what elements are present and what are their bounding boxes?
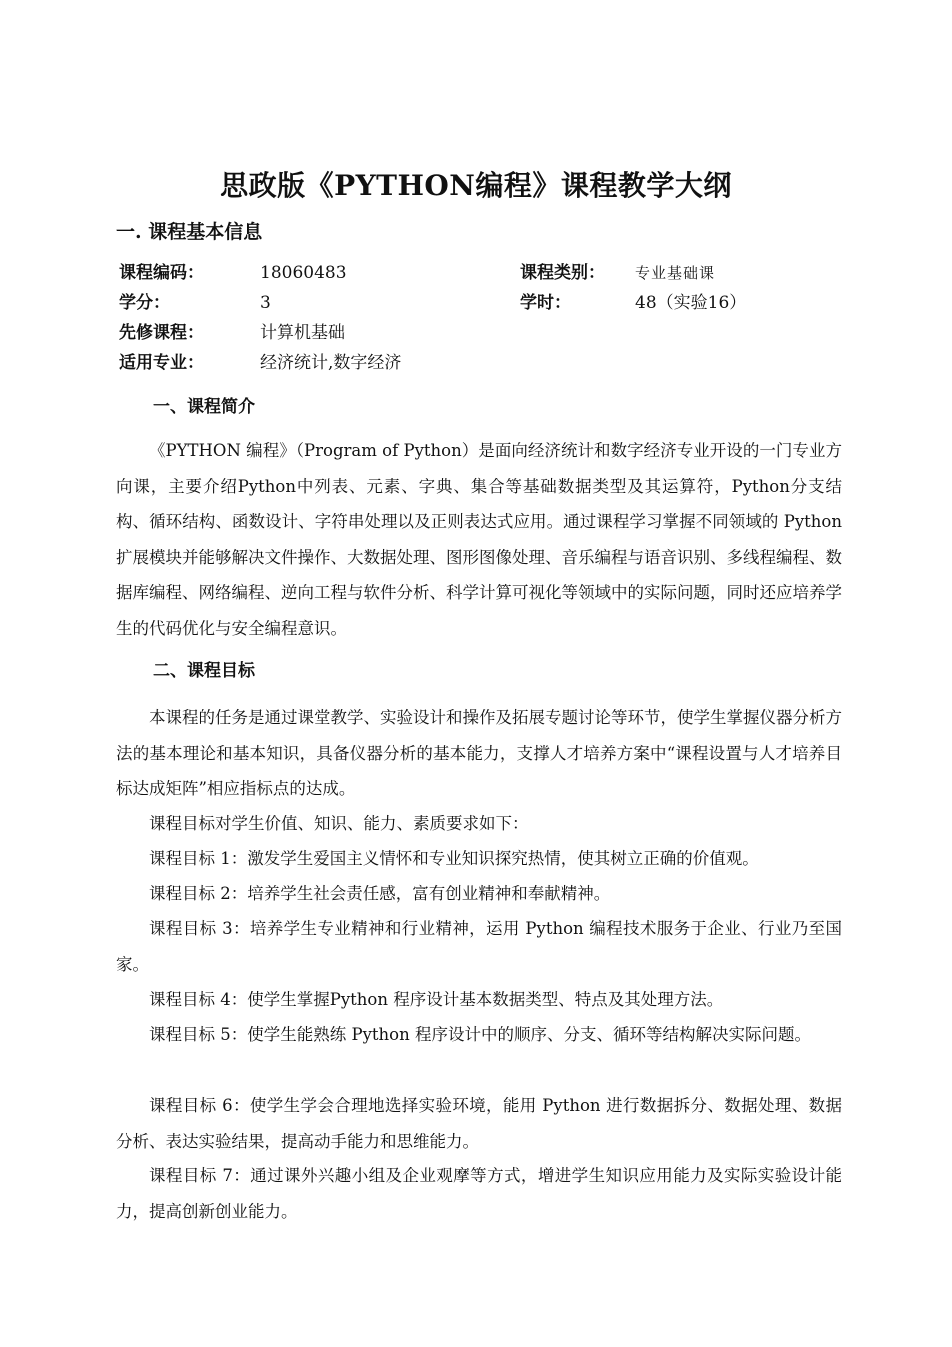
course-category-label: 课程类别：	[520, 263, 605, 283]
goal-item: 课程目标 2：培养学生社会责任感，富有创业精神和奉献精神。	[149, 884, 611, 903]
info-row	[116, 348, 856, 378]
info-row	[116, 258, 856, 288]
section-goals-heading: 二、课程目标	[153, 661, 255, 681]
credits-label: 学分：	[119, 293, 170, 313]
section-intro-heading: 一、课程简介	[153, 397, 255, 417]
course-code-label: 课程编码：	[119, 263, 204, 283]
major-label: 适用专业：	[119, 353, 204, 373]
prerequisite-value: 计算机基础	[260, 323, 345, 343]
goal-item: 课程目标 4：使学生掌握Python 程序设计基本数据类型、特点及其处理方法。	[149, 990, 724, 1009]
prerequisite-label: 先修课程：	[119, 323, 204, 343]
section-basic-heading: 一. 课程基本信息	[116, 221, 263, 243]
goal-item: 课程目标 1：激发学生爱国主义情怀和专业知识探究热情，使其树立正确的价值观。	[149, 849, 759, 868]
course-category-value: 专业基础课	[635, 264, 716, 282]
basic-info-table	[116, 258, 856, 378]
info-row	[116, 288, 856, 318]
intro-paragraph: 《PYTHON 编程》（Program of Python）是面向经济统计和数字经济专业开设的一门专业方向课，主要介绍Python中列表、元素、字典、集合等基础数据类型及其运算符，Python分支结构、循环结构、函数设计、字符串处理以及正则表达式应用。通过课程学习掌握不同领域的 Python 扩展模块并能够解决文件操作、大数据处理、图形图像处理、音乐编程与语音识别、多线程编程、数据库编程、网络编程、逆向工程与软件分析、科学计算可视化等领域中的实际问题，同时还应培养学生的代码优化与安全编程意识。	[116, 441, 842, 638]
goals-paragraph: 本课程的任务是通过课堂教学、实验设计和操作及拓展专题讨论等环节，使学生掌握仪器分析方法的基本理论和基本知识，具备仪器分析的基本能力，支撑人才培养方案中“课程设置与人才培养目标达成矩阵”相应指标点的达成。	[116, 708, 842, 798]
hours-label: 学时：	[520, 293, 571, 313]
document-title: 思政版《PYTHON编程》课程教学大纲	[220, 169, 732, 202]
goal-item: 课程目标 6：使学生学会合理地选择实验环境，能用 Python 进行数据拆分、数据处理、数据分析、表达实验结果，提高动手能力和思维能力。	[116, 1096, 842, 1151]
major-value: 经济统计,数字经济	[260, 353, 402, 373]
info-row	[116, 318, 856, 348]
course-code-value: 18060483	[260, 263, 347, 283]
goal-item: 课程目标 3：培养学生专业精神和行业精神，运用 Python 编程技术服务于企业、行业乃至国家。	[116, 919, 842, 974]
goal-item: 课程目标 5：使学生能熟练 Python 程序设计中的顺序、分支、循环等结构解决实际问题。	[149, 1025, 811, 1044]
goal-item: 课程目标 7：通过课外兴趣小组及企业观摩等方式，增进学生知识应用能力及实际实验设计能力，提高创新创业能力。	[116, 1166, 842, 1221]
credits-value: 3	[260, 293, 271, 313]
hours-value: 48（实验16）	[635, 293, 747, 313]
goals-paragraph: 课程目标对学生价值、知识、能力、素质要求如下：	[149, 814, 529, 833]
